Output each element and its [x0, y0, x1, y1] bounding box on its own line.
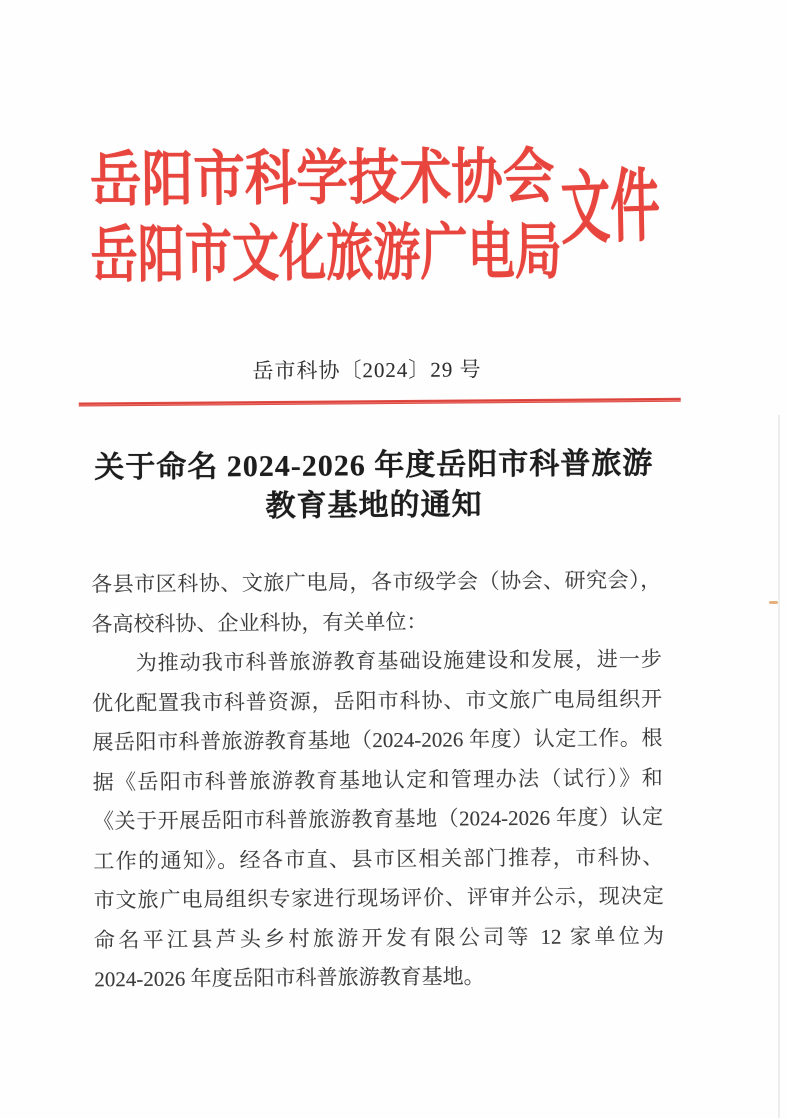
body-line: 展岳阳市科普旅游教育基地（2024-2026 年度）认定工作。根: [92, 725, 663, 755]
body-line: 为推动我市科普旅游教育基础设施建设和发展，进一步: [135, 646, 662, 676]
document-title: [0, 443, 769, 529]
document-number: 岳市科协〔2024〕29 号: [252, 357, 482, 384]
body-line: 市文旅广电局组织专家进行现场评价、评审并公示，现决定: [93, 883, 664, 913]
body-line: 各高校科协、企业科协，有关单位：: [91, 609, 428, 636]
red-divider-line: [79, 398, 681, 407]
title-line2: 教育基地的通知: [265, 488, 483, 524]
document-word-label: 文件: [559, 163, 661, 255]
body-line: 2024-2026 年度岳阳市科普旅游教育基地。: [94, 964, 485, 992]
body-line: 据《岳阳市科普旅游教育基地认定和管理办法（试行）》和: [92, 765, 663, 794]
org-name-line2: 岳阳市文化旅游广电局: [90, 218, 563, 291]
body-line: 优化配置我市科普资源，岳阳市科协、市文旅广电局组织开: [92, 686, 663, 715]
scan-speck-artifact: [769, 601, 778, 604]
body-line: 工作的通知》。经各市直、县市区相关部门推荐，市科协、: [93, 844, 664, 873]
org-name-line1: 岳阳市科学技术协会: [89, 143, 555, 214]
body-line: 各县市区科协、文旅广电局，各市级学会（协会、研究会），: [91, 567, 662, 597]
title-line1: 关于命名 2024-2026 年度岳阳市科普旅游: [94, 446, 654, 485]
body-line: 命名平江县芦头乡村旅游开发有限公司等 12 家单位为: [93, 923, 665, 952]
letterhead: [0, 0, 787, 333]
body-line: 《关于开展岳阳市科普旅游教育基地（2024-2026 年度）认定: [92, 804, 664, 834]
scan-edge-artifact: [778, 415, 780, 1118]
document-body: [91, 561, 664, 1000]
